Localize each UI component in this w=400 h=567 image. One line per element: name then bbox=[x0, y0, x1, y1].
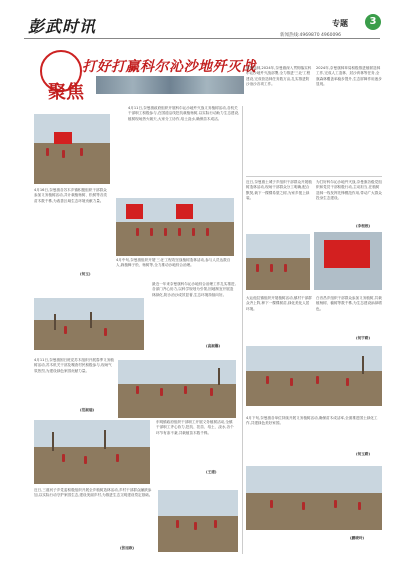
article-body: 2024年,奈曼旗林草局积极推进植树造林工作,完成人工造林、封沙育林等任务,全旗森林覆盖率稳步提升,生态屏障作用逐步显现。 bbox=[316, 66, 382, 87]
byline: (高淑馨) bbox=[206, 344, 221, 348]
banner-title: 打好打赢科尔沁沙地歼灭战 bbox=[82, 59, 256, 75]
byline: (鹏晓玲) bbox=[350, 536, 365, 540]
banner-photo-strip bbox=[96, 76, 244, 94]
byline: (李根根) bbox=[356, 224, 371, 228]
article-body: 近日,奈曼旗土城子乡组织干部群众开展植树造林活动,现场干部群众分工明确,配合默契,栽下一棵棵希望之树,为家乡披上绿装。 bbox=[246, 180, 312, 201]
photo-tree-planting bbox=[34, 298, 144, 350]
article-body: 大沁他拉镇组织开展植树活动,镇村干部群众齐上阵,种下一棵棵树苗,绿化美化人居环境。 bbox=[246, 296, 312, 311]
focus-label: 聚焦 bbox=[48, 82, 84, 103]
article-body: 最近一年来奈曼旗科尔沁沙地综合治理工作扎实推进,各部门齐心协力,以科学规划为引领,因地制宜开展造林绿化,防沙治沙成效显著,生态环境持续向好。 bbox=[152, 282, 236, 297]
section-label: 专题 bbox=[332, 19, 348, 28]
article-body: 4月中旬,奈曼旗组织开展'三北'工程攻坚战植树造林活动,参与人员达数百人,栽植樟子松、杨树等,全力推动沙地综合治理。 bbox=[116, 258, 231, 268]
photo-group-volunteers bbox=[116, 198, 234, 256]
byline: (王建) bbox=[206, 470, 217, 474]
article-body: 4月11日,奈曼旗政府组织开展科尔沁沙地歼灭战义务植树活动,各机关干部职工积极参与,在国道沿线挖坑栽植杨树,以实际行动助力生态建设,植树现场热火朝天,大家分工协作,培土浇水,确保苗木成活。 bbox=[128, 106, 240, 121]
byline: (张旭欧) bbox=[120, 546, 135, 550]
newspaper-page bbox=[10, 6, 392, 562]
header-info: 新闻热线:4969870 4960096 bbox=[280, 33, 342, 38]
article-body: 4月下旬,奈曼旗各单位持续开展义务植树活动,确保苗木成活率,全面推进国土绿化工作,共建绿色美好家园。 bbox=[246, 416, 378, 426]
article-body: 4月16日,奈曼旗各苏木乡镇积极组织干部群众参加义务植树活动,共计栽植杨树、松树等各类苗木数千株,为改善区域生态环境贡献力量。 bbox=[34, 188, 108, 203]
byline: (何玉) bbox=[80, 272, 91, 276]
photo-volunteers-sand bbox=[246, 234, 310, 290]
column-divider bbox=[242, 106, 243, 554]
page-number-badge: 3 bbox=[365, 14, 381, 30]
photo-planting-row bbox=[34, 420, 150, 484]
photo-flag-planting bbox=[34, 114, 110, 184]
section-divider bbox=[246, 176, 382, 177]
byline: (何宇路) bbox=[356, 336, 371, 340]
photo-banner-flag bbox=[314, 232, 382, 290]
byline: (范淑瑞) bbox=[80, 408, 95, 412]
masthead-title: 彭武时讯 bbox=[28, 17, 97, 36]
article-body: 东明镇政府组织干部职工开展义务植树活动,全镇干部职工齐心协力,挖坑、扶苗、培土、浇水,各个环节有条不紊,共栽植苗木数千株。 bbox=[156, 420, 234, 435]
photo-workers-field bbox=[118, 360, 236, 418]
article-body: 为打好科尔沁沙地歼灭战,奈曼旗各级党组织和党员干部积极行动,主动担当,在植树造林一线发挥先锋模范作用,带动广大群众投身生态建设。 bbox=[316, 180, 382, 201]
header-divider bbox=[24, 38, 380, 39]
byline: (何玉路) bbox=[356, 452, 371, 456]
article-body: 近日,三道河子乡党委积极组织开展全乡植树造林活动,乡村干部群众踊跃参加,以实际行动守护家园生态,建设美丽乡村,为推进生态文明建设奠定基础。 bbox=[34, 488, 153, 498]
photo-digging bbox=[158, 490, 238, 552]
article-body: 白音昌乡组织干部群众参加义务植树,共栽植杨树、榆树等数千株,为生态建设添绿增色。 bbox=[316, 296, 382, 311]
photo-large-group bbox=[246, 346, 382, 406]
photo-field-workers bbox=[246, 466, 382, 530]
article-body: 4月11日,奈曼旗固日班花苏木组织开展春季义务植树活动,苏木机关干部及嘎查村民积极参与,现场气氛热烈,为建设绿色家园贡献力量。 bbox=[34, 358, 114, 373]
article-body: 植树造林,2024年,奈曼旗深入贯彻落实科尔沁沙地歼灭战部署,全力推进'三北'工程建设,完成营造林任务数万亩,扎实推进防沙治沙各项工作。 bbox=[246, 66, 312, 87]
